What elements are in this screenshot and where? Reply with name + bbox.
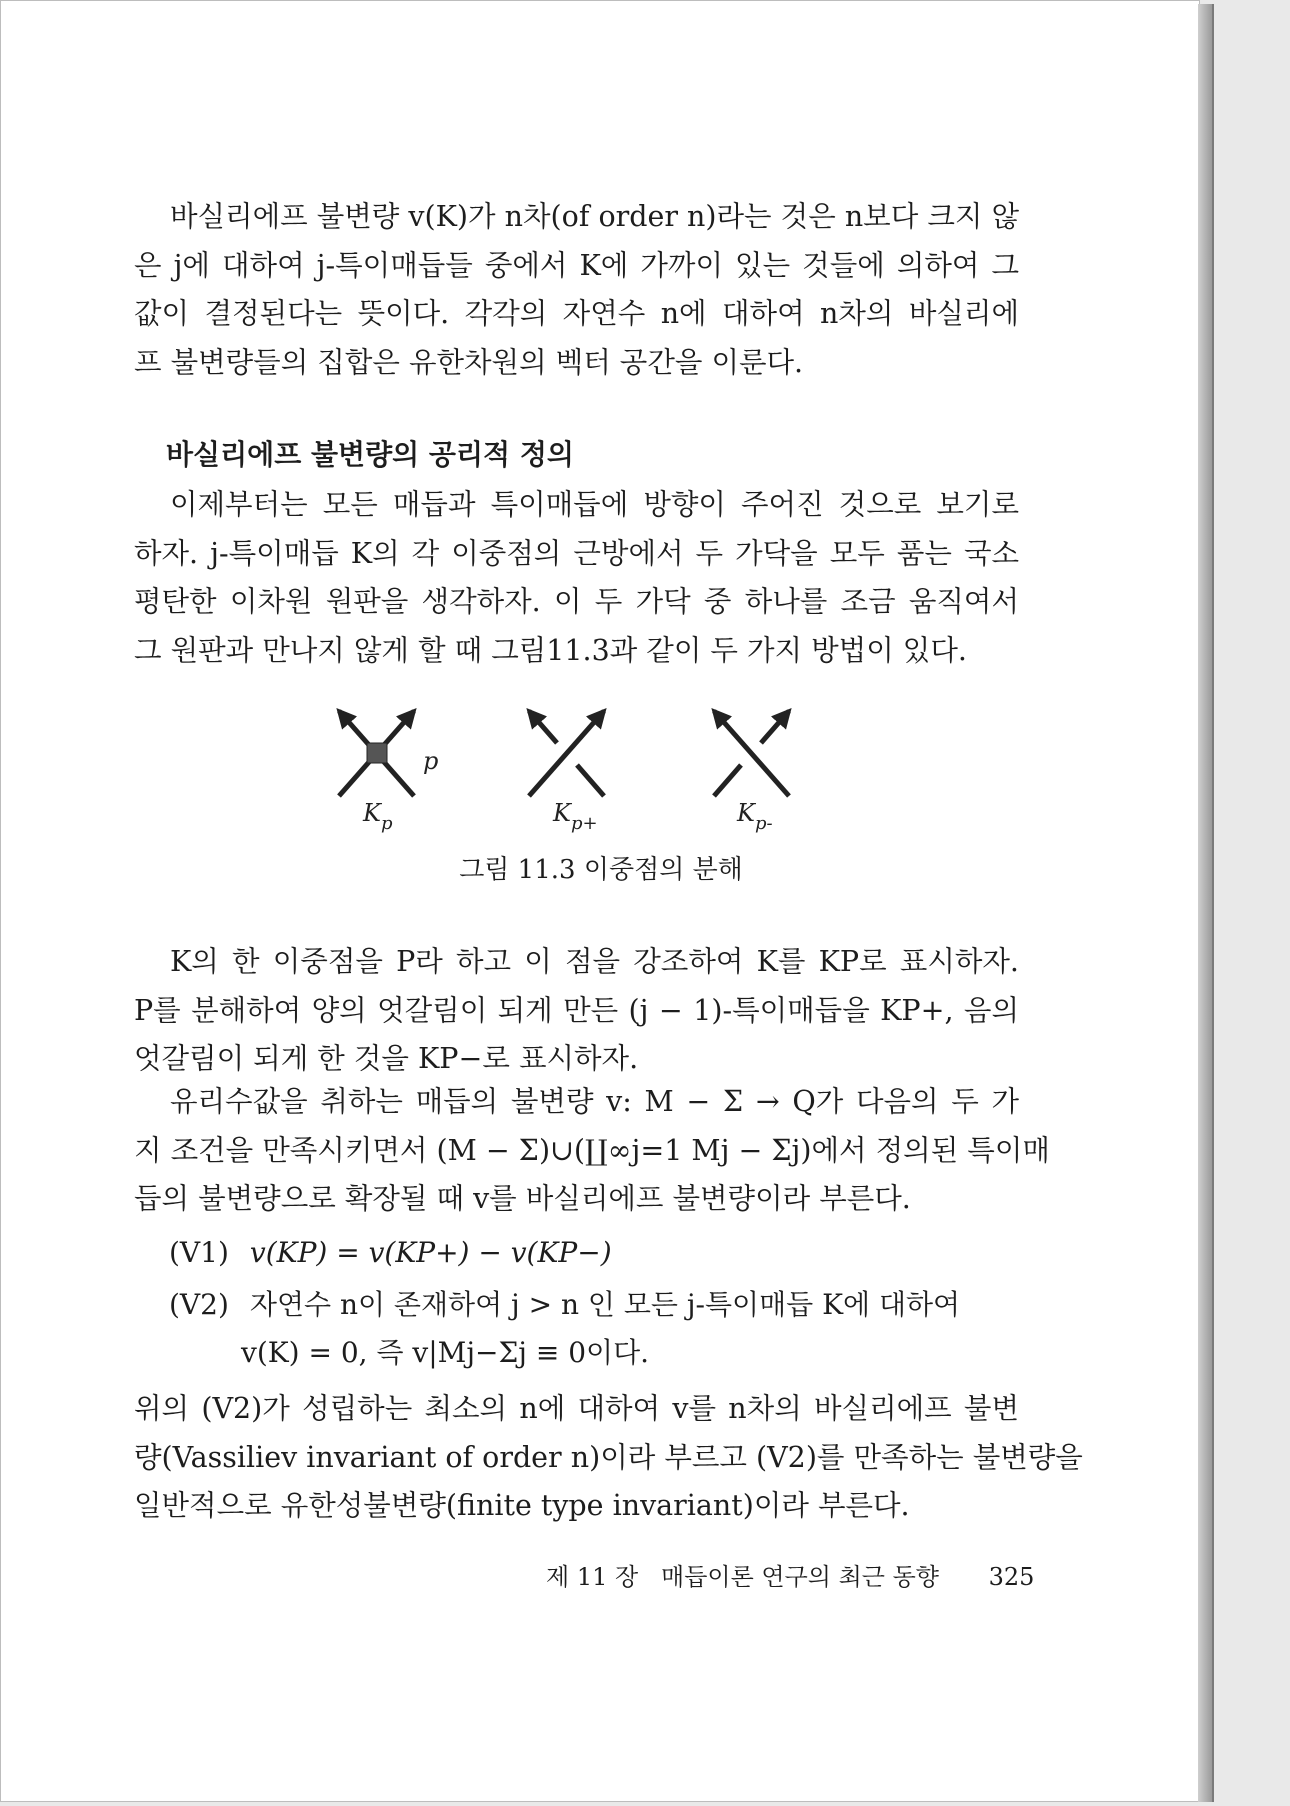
- para2-line-4: 그 원판과 만나지 않게 할 때 그림11.3과 같이 두 가지 방법이 있다.: [134, 633, 967, 667]
- para1-line-1: 바실리에프 불변량 v(K)가 n차(of order n)라는 것은 n보다 크지 않: [170, 200, 1019, 233]
- figure-label-kpplus: K: [553, 799, 571, 827]
- figure-caption: 그림 11.3 이중점의 분해: [459, 855, 743, 885]
- double-point-resolution-figure: [301, 701, 901, 851]
- para1-line-3: 값이 결정된다는 뜻이다. 각각의 자연수 n에 대하여 n차의 바실리에: [134, 297, 1019, 330]
- para3-line-3: 엇갈림이 되게 한 것을 KP−로 표시하자.: [134, 1042, 639, 1075]
- para1-line-2: 은 j에 대하여 j-특이매듭들 중에서 K에 가까이 있는 것들에 의하여 그: [134, 248, 1019, 282]
- para2-line-3: 평탄한 이차원 원판을 생각하자. 이 두 가닥 중 하나를 조금 움직여서: [134, 585, 1019, 618]
- para2-line-2: 하자. j-특이매듭 K의 각 이중점의 근방에서 두 가닥을 모두 품는 국소: [134, 536, 1019, 570]
- figure-label-kpminus-sub: p-: [755, 813, 773, 834]
- positive-crossing-diagram: [529, 711, 604, 796]
- singular-crossing-diagram: [339, 711, 414, 796]
- paragraph-definition: [134, 1078, 1050, 1224]
- running-footer: [546, 1557, 1034, 1592]
- condition-v2-tag: (V2): [169, 1288, 229, 1321]
- para5-line-1: 위의 (V2)가 성립하는 최소의 n에 대하여 v를 n차의 바실리에프 불변: [134, 1392, 1019, 1425]
- para4-line-3: 듭의 불변량으로 확장될 때 v를 바실리에프 불변량이라 부른다.: [134, 1182, 911, 1215]
- para5-line-3: 일반적으로 유한성불변량(finite type invariant)이라 부른다.: [134, 1489, 910, 1522]
- para1-line-4: 프 불변량들의 집합은 유한차원의 벡터 공간을 이룬다.: [134, 345, 804, 379]
- para3-line-1: K의 한 이중점을 P라 하고 이 점을 강조하여 K를 KP로 표시하자.: [170, 945, 1019, 978]
- para4-line-2: 지 조건을 만족시키면서 (M − Σ)∪(∐∞j=1 Mj − Σj)에서 정의된 특이매: [134, 1133, 1050, 1167]
- paragraph-kp-notation: [134, 938, 1019, 1084]
- condition-v2-continued: v(K) = 0, 즉 v|Mj−Σj ≡ 0이다.: [241, 1336, 650, 1369]
- paragraph-vassiliev-order: [134, 1385, 1083, 1531]
- condition-v1-tag: (V1): [169, 1236, 229, 1269]
- condition-v2-text: 자연수 n이 존재하여 j > n 인 모든 j-특이매듭 K에 대하여: [249, 1288, 961, 1321]
- para5-line-2: 량(Vassiliev invariant of order n)이라 부르고 (V2)를 만족하는 불변량을: [134, 1440, 1083, 1474]
- chapter-title: 제 11 장 매듭이론 연구의 최근 동향: [546, 1563, 939, 1591]
- figure-label-kpplus-sub: p+: [571, 813, 598, 834]
- figure-label-kp: K: [363, 799, 381, 827]
- condition-v1: [169, 1229, 612, 1277]
- paragraph-setup: [134, 481, 1019, 675]
- condition-v1-text: v(KP) = v(KP+) − v(KP−): [249, 1236, 612, 1269]
- page-edge: [1198, 4, 1214, 1802]
- figure-label-kpminus: K: [737, 799, 755, 827]
- para4-line-1: 유리수값을 취하는 매듭의 불변량 v: M − Σ → Q가 다음의 두 가: [170, 1085, 1019, 1118]
- figure-label-p: p: [423, 747, 439, 775]
- condition-v2: [169, 1281, 960, 1329]
- para2-line-1: 이제부터는 모든 매듭과 특이매듭에 방향이 주어진 것으로 보기로: [170, 488, 1019, 521]
- para3-line-2: P를 분해하여 양의 엇갈림이 되게 만든 (j − 1)-특이매듭을 KP+, 음의: [134, 993, 1019, 1027]
- section-heading: 바실리에프 불변량의 공리적 정의: [166, 438, 574, 471]
- figure-label-kp-sub: p: [381, 813, 393, 834]
- paragraph-intro: [134, 193, 1019, 387]
- page-number: 325: [988, 1563, 1035, 1591]
- negative-crossing-diagram: [714, 711, 789, 796]
